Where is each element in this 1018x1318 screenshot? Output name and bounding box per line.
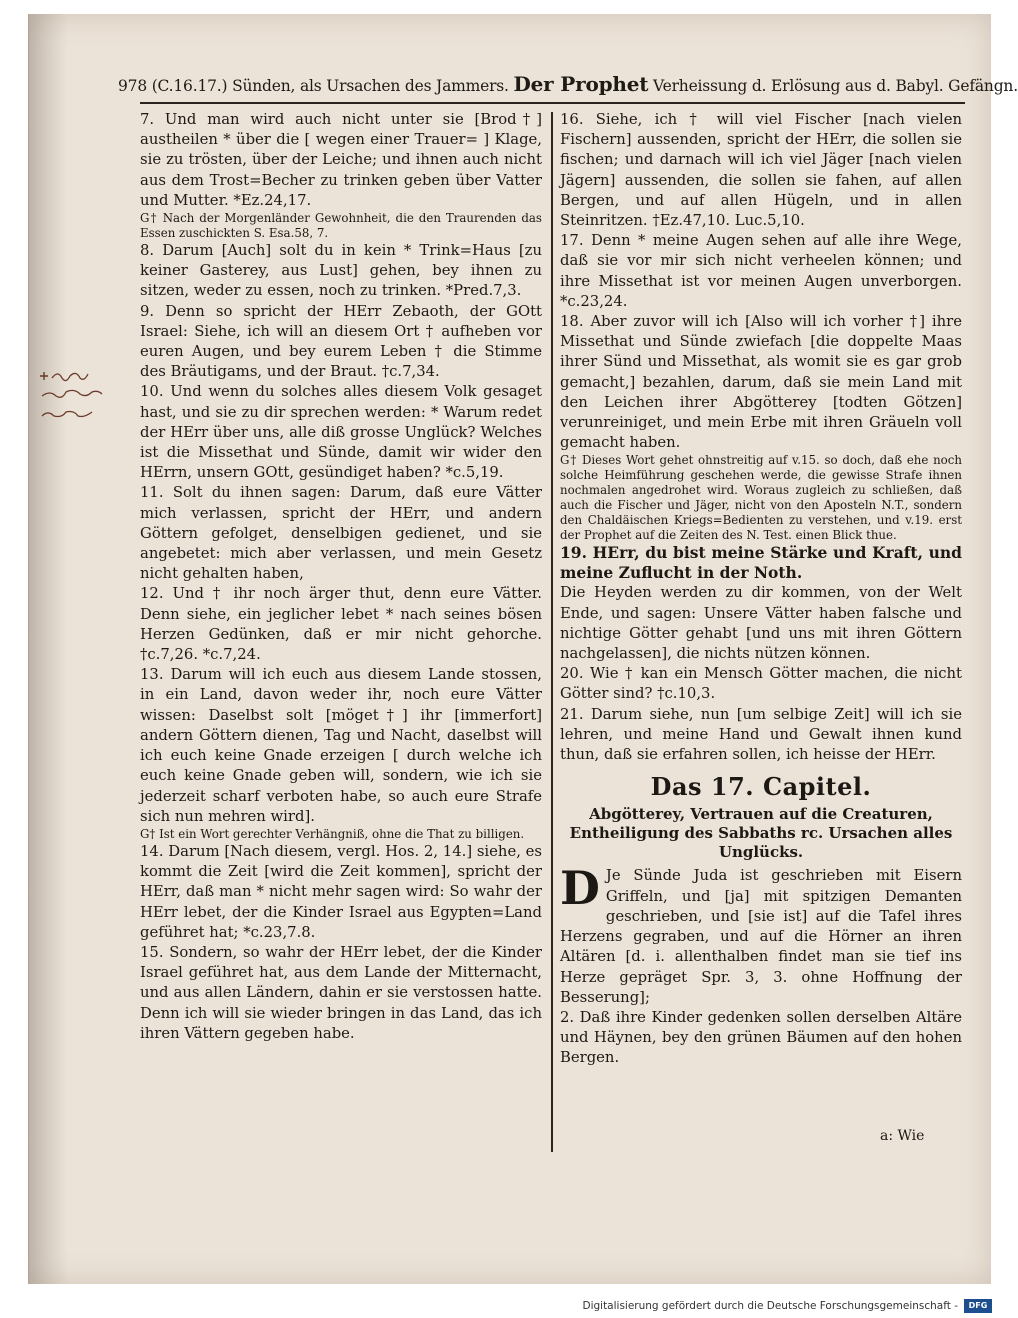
header-right: Verheissung d. Erlösung aus d. Babyl. Gefängn. bbox=[653, 77, 1018, 95]
left-column bbox=[140, 110, 542, 1044]
running-header bbox=[118, 72, 1018, 98]
right-column bbox=[560, 110, 962, 1069]
dropcap: D bbox=[560, 861, 600, 916]
verse-paragraph: Die Heyden werden zu dir kommen, von der Welt Ende, und sagen: Unsere Vätter haben falsche und nichtige Götter gehabt [und uns mit ihren Göttern nachgelassen], die nichts nützen können. bbox=[560, 584, 962, 663]
column-divider bbox=[551, 112, 553, 1152]
verse-1-text: Je Sünde Juda ist geschrieben mit Eisern Griffeln, und [ja] mit spitzigen Demanten geschrieben, und [sie ist] auf die Tafel ihres Herzens gegraben, und auf die Hörner an ihren Altären [d. i. allenthalben findet man sie tief ins Herze gepräget Spr. 3, 3. ohne Hoffnung der Besserung]; bbox=[560, 867, 962, 1006]
catchword: a: Wie bbox=[880, 1128, 925, 1144]
verse-paragraph: 11. Solt du ihnen sagen: Darum, daß eure Vätter mich verlassen, spricht der HErr, und andern Göttern gefolget, denselbigen gedienet, und sie angebetet: mich aber verlassen, und mein Gesetz nicht gehalten haben, bbox=[140, 484, 542, 583]
header-rule bbox=[140, 102, 965, 104]
verse-paragraph: 9. Denn so spricht der HErr Zebaoth, der GOtt Israel: Siehe, ich will an diesem Ort † aufheben vor euren Augen, und bey eurem Leben † die Stimme des Bräutigams, und der Braut. †c.7,34. bbox=[140, 302, 542, 381]
verse-paragraph: 17. Denn * meine Augen sehen auf alle ihre Wege, daß sie vor mir sich nicht verheelen können; und ihre Missethat ist vor meinen Augen unverborgen. *c.23,24. bbox=[560, 232, 962, 310]
footer-bar bbox=[0, 1296, 1000, 1318]
commentary-note: G† Nach der Morgenländer Gewohnheit, die den Traurenden das Essen zuschickten S. Esa.58, 7. bbox=[140, 211, 542, 241]
commentary-note: G† Ist ein Wort gerechter Verhängniß, ohne die That zu billigen. bbox=[140, 826, 525, 841]
verse-paragraph: 15. Sondern, so wahr der HErr lebet, der die Kinder Israel geführet hat, aus dem Lande der Mitternacht, und aus allen Ländern, dahin er sie verstossen hatte. Denn ich will sie wieder bringen in das Land, das ich ihren Vättern gegeben habe. bbox=[140, 943, 542, 1042]
chapter-title: Das 17. Capitel. bbox=[650, 772, 872, 802]
verse-paragraph: 14. Darum [Nach diesem, vergl. Hos. 2, 14.] siehe, es kommt die Zeit [wird die Zeit kommen], spricht der HErr, daß man * nicht mehr sagen wird: So wahr der HErr lebet, der die Kinder Israel aus Egypten=Land geführet hat; *c.23,7.8. bbox=[140, 842, 542, 941]
header-title: Der Prophet bbox=[513, 72, 649, 96]
chapter-verse-2: 2. Daß ihre Kinder gedenken sollen derselben Altäre und Häynen, bey den grünen Bäumen auf den hohen Bergen. bbox=[560, 1008, 962, 1067]
header-page-ref: 978 (C.16.17.) Sünden, als Ursachen des Jammers. bbox=[118, 77, 509, 95]
page-fold-shadow bbox=[28, 14, 68, 1284]
verse-paragraph: 7. Und man wird auch nicht unter sie [Brod†] austheilen * über die [ wegen einer Trauer= ] Klage, sie zu trösten, über der Leiche; und ihnen auch nicht aus dem Trost=Becher zu trinken geben über Vatter und Mutter. *Ez.24,17. bbox=[140, 111, 542, 209]
verse-paragraph: 12. Und † ihr noch ärger thut, denn eure Vätter. Denn siehe, ein jeglicher lebet * nach seines bösen Herzen Gedünken, daß er mir nicht gehorche. †c.7,26. *c.7,24. bbox=[140, 585, 542, 664]
verse-paragraph: 18. Aber zuvor will ich [Also will ich vorher †] ihre Missethat und Sünde zwiefach [die doppelte Maas ihrer Sünd und Missethat, als womit sie es gar grob gemacht,] bezahlen, darum, daß sie mein Land mit den Leichen ihrer Abgötterey [todten Götzen] verunreiniget, und mein Erbe mit ihren Gräueln voll gemacht haben. bbox=[560, 313, 962, 452]
verse-paragraph: 10. Und wenn du solches alles diesem Volk gesaget hast, und sie zu dir sprechen werden: * Warum redet der HErr über uns, alle diß grosse Unglück? Welches ist die Missethat und Sünde, damit wir wider den HErrn, unsern GOtt, gesündiget haben? *c.5,19. bbox=[140, 383, 542, 482]
chapter-verse-1 bbox=[560, 861, 962, 1007]
verse-paragraph: 19. HErr, du bist meine Stärke und Kraft, und meine Zuflucht in der Noth. bbox=[560, 543, 962, 583]
verse-paragraph: 8. Darum [Auch] solt du in kein * Trink=Haus [zu keiner Gasterey, aus Lust] gehen, bey ihnen zu sitzen, weder zu essen, noch zu trinken. *Pred.7,3. bbox=[140, 242, 542, 300]
verse-paragraph: 16. Siehe, ich † will viel Fischer [nach vielen Fischern] aussenden, spricht der HErr, die sollen sie fischen; und darnach will ich viel Jäger [nach vielen Jägern] aussenden, die sollen sie fahen, auf allen Bergen, und auf allen Hügeln, und in allen Steinritzen. †Ez.47,10. Luc.5,10. bbox=[560, 111, 962, 230]
commentary-note: G† Dieses Wort gehet ohnstreitig auf v.15. so doch, daß ehe noch solche Heimführung geschehen werde, die gewisse Strafe ihnen nochmalen angedrohet wird. Woraus zugleich zu schließen, daß auch die Fischer und Jäger, nicht von den Aposteln N.T., sondern den Chaldäischen Kriegs=Bedienten zu verstehen, und v.19. erst der Prophet auf die Zeiten des N. Test. einen Blick thue. bbox=[560, 453, 962, 543]
verse-paragraph: 20. Wie † kan ein Mensch Götter machen, die nicht Götter sind? †c.10,3. bbox=[560, 665, 962, 703]
handwritten-margin-note bbox=[36, 362, 146, 422]
verse-paragraph: 21. Darum siehe, nun [um selbige Zeit] will ich sie lehren, und meine Hand und Gewalt ihnen kund thun, daß sie erfahren sollen, ich heisse der HErr. bbox=[560, 705, 962, 764]
verse-paragraph: 13. Darum will ich euch aus diesem Lande stossen, in ein Land, davon weder ihr, noch eure Vätter wissen: Daselbst solt [möget†] ihr [immerfort] andern Göttern dienen, Tag und Nacht, daselbst will ich euch keine Gnade erzeigen [ durch welche ich euch keine Gnade geben will, sondern, wie ich sie jederzeit scharf verboten habe, so auch eure Strafe sich nun mehren wird]. bbox=[140, 666, 542, 825]
dfg-logo-icon: DFG bbox=[964, 1299, 992, 1313]
chapter-subtitle: Abgötterey, Vertrauen auf die Creaturen, Entheiligung des Sabbaths rc. Ursachen alles Unglücks. bbox=[569, 805, 953, 862]
footer-credit: Digitalisierung gefördert durch die Deutsche Forschungsgemeinschaft - bbox=[582, 1300, 958, 1312]
